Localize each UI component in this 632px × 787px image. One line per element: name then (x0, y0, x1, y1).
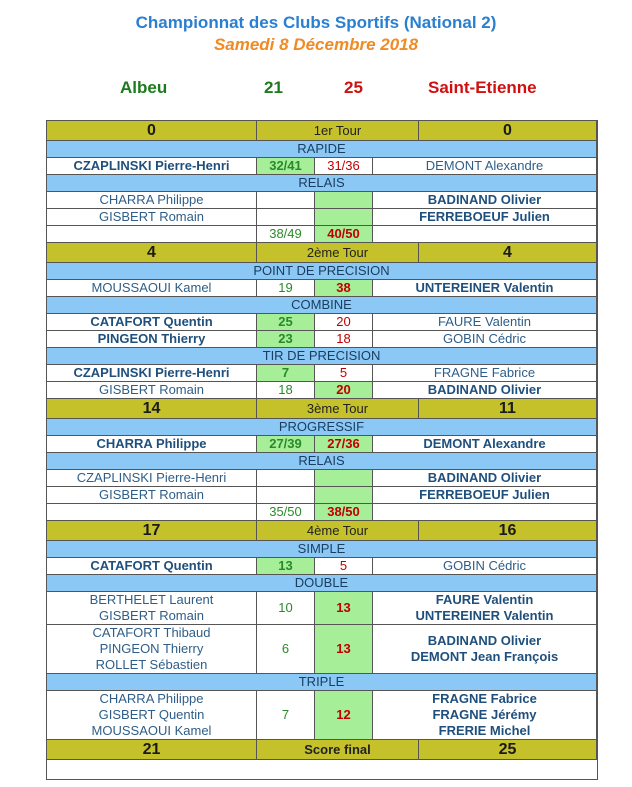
score-right (315, 487, 373, 504)
score-right: 27/36 (315, 436, 373, 453)
score-left: 10 (257, 592, 315, 625)
score-left: 6 (257, 625, 315, 674)
player-left (47, 625, 257, 674)
tour-score-left: 17 (47, 521, 257, 541)
player-right (373, 158, 597, 175)
player-name: CATAFORT Quentin (90, 314, 213, 329)
player-name: DEMONT Alexandre (425, 158, 544, 173)
player-name: CATAFORT Quentin (90, 558, 213, 573)
score-left: 21 (264, 78, 283, 97)
score-left: 38/49 (257, 226, 315, 243)
player-right (373, 487, 597, 504)
player-left (47, 314, 257, 331)
score-right: 12 (315, 691, 373, 740)
section-header: TRIPLE (47, 674, 597, 691)
player-name: MOUSSAOUI Kamel (91, 723, 212, 738)
player-name: GOBIN Cédric (442, 331, 527, 346)
score-right: 40/50 (315, 226, 373, 243)
player-left (47, 226, 257, 243)
score-right: 20 (315, 314, 373, 331)
score-left: 32/41 (257, 158, 315, 175)
tour-label: 1er Tour (257, 121, 419, 141)
player-name: GISBERT Romain (98, 209, 204, 224)
player-name: GISBERT Romain (98, 608, 204, 623)
player-name: ROLLET Sébastien (95, 657, 208, 672)
section-header: SIMPLE (47, 541, 597, 558)
player-name: FAURE Valentin (438, 314, 531, 329)
player-right (373, 436, 597, 453)
player-name: CZAPLINSKI Pierre-Henri (76, 470, 227, 485)
team-left: Albeu (120, 78, 168, 97)
score-left: 13 (257, 558, 315, 575)
player-name: BADINAND Olivier (427, 192, 542, 207)
player-right (373, 592, 597, 625)
player-name: FERREBOEUF Julien (419, 209, 550, 224)
score-right (315, 192, 373, 209)
player-right (373, 365, 597, 382)
section-header: COMBINE (47, 297, 597, 314)
section-header: TIR DE PRECISION (47, 348, 597, 365)
player-right (373, 558, 597, 575)
tour-label: 3ème Tour (257, 399, 419, 419)
score-left (257, 487, 315, 504)
section-header: RELAIS (47, 453, 597, 470)
player-right (373, 226, 597, 243)
player-right (373, 280, 597, 297)
player-name: PINGEON Thierry (99, 641, 204, 656)
tour-score-right: 25 (419, 740, 597, 760)
section-header: PROGRESSIF (47, 419, 597, 436)
score-left (257, 209, 315, 226)
score-right (315, 209, 373, 226)
score-left: 23 (257, 331, 315, 348)
player-name: GISBERT Romain (98, 487, 204, 502)
tour-score-left: 14 (47, 399, 257, 419)
score-left: 7 (257, 365, 315, 382)
score-left: 25 (257, 314, 315, 331)
player-name: BADINAND Olivier (427, 470, 542, 485)
tour-score-left: 21 (47, 740, 257, 760)
player-name: FRAGNE Jérémy (432, 707, 537, 722)
title: Championnat des Clubs Sportifs (National 2) (135, 13, 497, 32)
player-name: UNTEREINER Valentin (415, 608, 554, 623)
player-left (47, 280, 257, 297)
score-right: 38/50 (315, 504, 373, 521)
player-name: PINGEON Thierry (97, 331, 206, 346)
tour-score-right: 11 (419, 399, 597, 419)
tour-score-right: 0 (419, 121, 597, 141)
player-name: CHARRA Philippe (99, 192, 204, 207)
player-left (47, 487, 257, 504)
player-name: BADINAND Olivier (427, 633, 542, 648)
score-left: 18 (257, 382, 315, 399)
player-right (373, 382, 597, 399)
player-left (47, 470, 257, 487)
player-name: MOUSSAOUI Kamel (91, 280, 212, 295)
match-date: Samedi 8 Décembre 2018 (213, 35, 419, 54)
player-right (373, 625, 597, 674)
player-name: CZAPLINSKI Pierre-Henri (73, 158, 230, 173)
player-name: FRAGNE Fabrice (433, 365, 536, 380)
player-name: CHARRA Philippe (99, 691, 204, 706)
section-header: RELAIS (47, 175, 597, 192)
player-left (47, 382, 257, 399)
player-name: CZAPLINSKI Pierre-Henri (73, 365, 230, 380)
score-right: 25 (344, 78, 363, 97)
score-right: 38 (315, 280, 373, 297)
player-right (373, 314, 597, 331)
player-name: DEMONT Alexandre (423, 436, 546, 451)
player-left (47, 365, 257, 382)
score-left: 7 (257, 691, 315, 740)
player-name: GISBERT Quentin (98, 707, 205, 722)
tour-label: 2ème Tour (257, 243, 419, 263)
player-name: BADINAND Olivier (427, 382, 542, 397)
tour-score-right: 4 (419, 243, 597, 263)
player-left (47, 192, 257, 209)
player-name: FRERIE Michel (438, 723, 531, 738)
score-left: 27/39 (257, 436, 315, 453)
player-left (47, 558, 257, 575)
team-right: Saint-Etienne (428, 78, 537, 97)
player-left (47, 504, 257, 521)
section-header: DOUBLE (47, 575, 597, 592)
score-left (257, 192, 315, 209)
results-table (46, 120, 598, 780)
player-left (47, 691, 257, 740)
score-right: 18 (315, 331, 373, 348)
section-header: POINT DE PRECISION (47, 263, 597, 280)
player-right (373, 192, 597, 209)
tour-label: 4ème Tour (257, 521, 419, 541)
tour-score-left: 4 (47, 243, 257, 263)
player-name: BERTHELET Laurent (89, 592, 214, 607)
player-right (373, 504, 597, 521)
player-left (47, 592, 257, 625)
player-name: FRAGNE Fabrice (432, 691, 537, 706)
player-name: CHARRA Philippe (96, 436, 207, 451)
score-left: 35/50 (257, 504, 315, 521)
player-left (47, 436, 257, 453)
player-name: FAURE Valentin (435, 592, 534, 607)
section-header: RAPIDE (47, 141, 597, 158)
score-right: 13 (315, 625, 373, 674)
player-right (373, 470, 597, 487)
tour-label: Score final (257, 740, 419, 760)
player-name: GISBERT Romain (98, 382, 204, 397)
score-right: 5 (315, 365, 373, 382)
tour-score-left: 0 (47, 121, 257, 141)
player-right (373, 209, 597, 226)
player-right (373, 691, 597, 740)
score-right: 5 (315, 558, 373, 575)
player-left (47, 331, 257, 348)
player-right (373, 331, 597, 348)
score-right: 20 (315, 382, 373, 399)
score-right: 13 (315, 592, 373, 625)
score-right (315, 470, 373, 487)
score-left: 19 (257, 280, 315, 297)
player-name: GOBIN Cédric (442, 558, 527, 573)
player-name: CATAFORT Thibaud (92, 625, 211, 640)
player-name: DEMONT Jean François (410, 649, 559, 664)
player-left (47, 158, 257, 175)
score-left (257, 470, 315, 487)
player-name: UNTEREINER Valentin (415, 280, 554, 295)
tour-score-right: 16 (419, 521, 597, 541)
player-name: FERREBOEUF Julien (419, 487, 550, 502)
player-left (47, 209, 257, 226)
score-right: 31/36 (315, 158, 373, 175)
